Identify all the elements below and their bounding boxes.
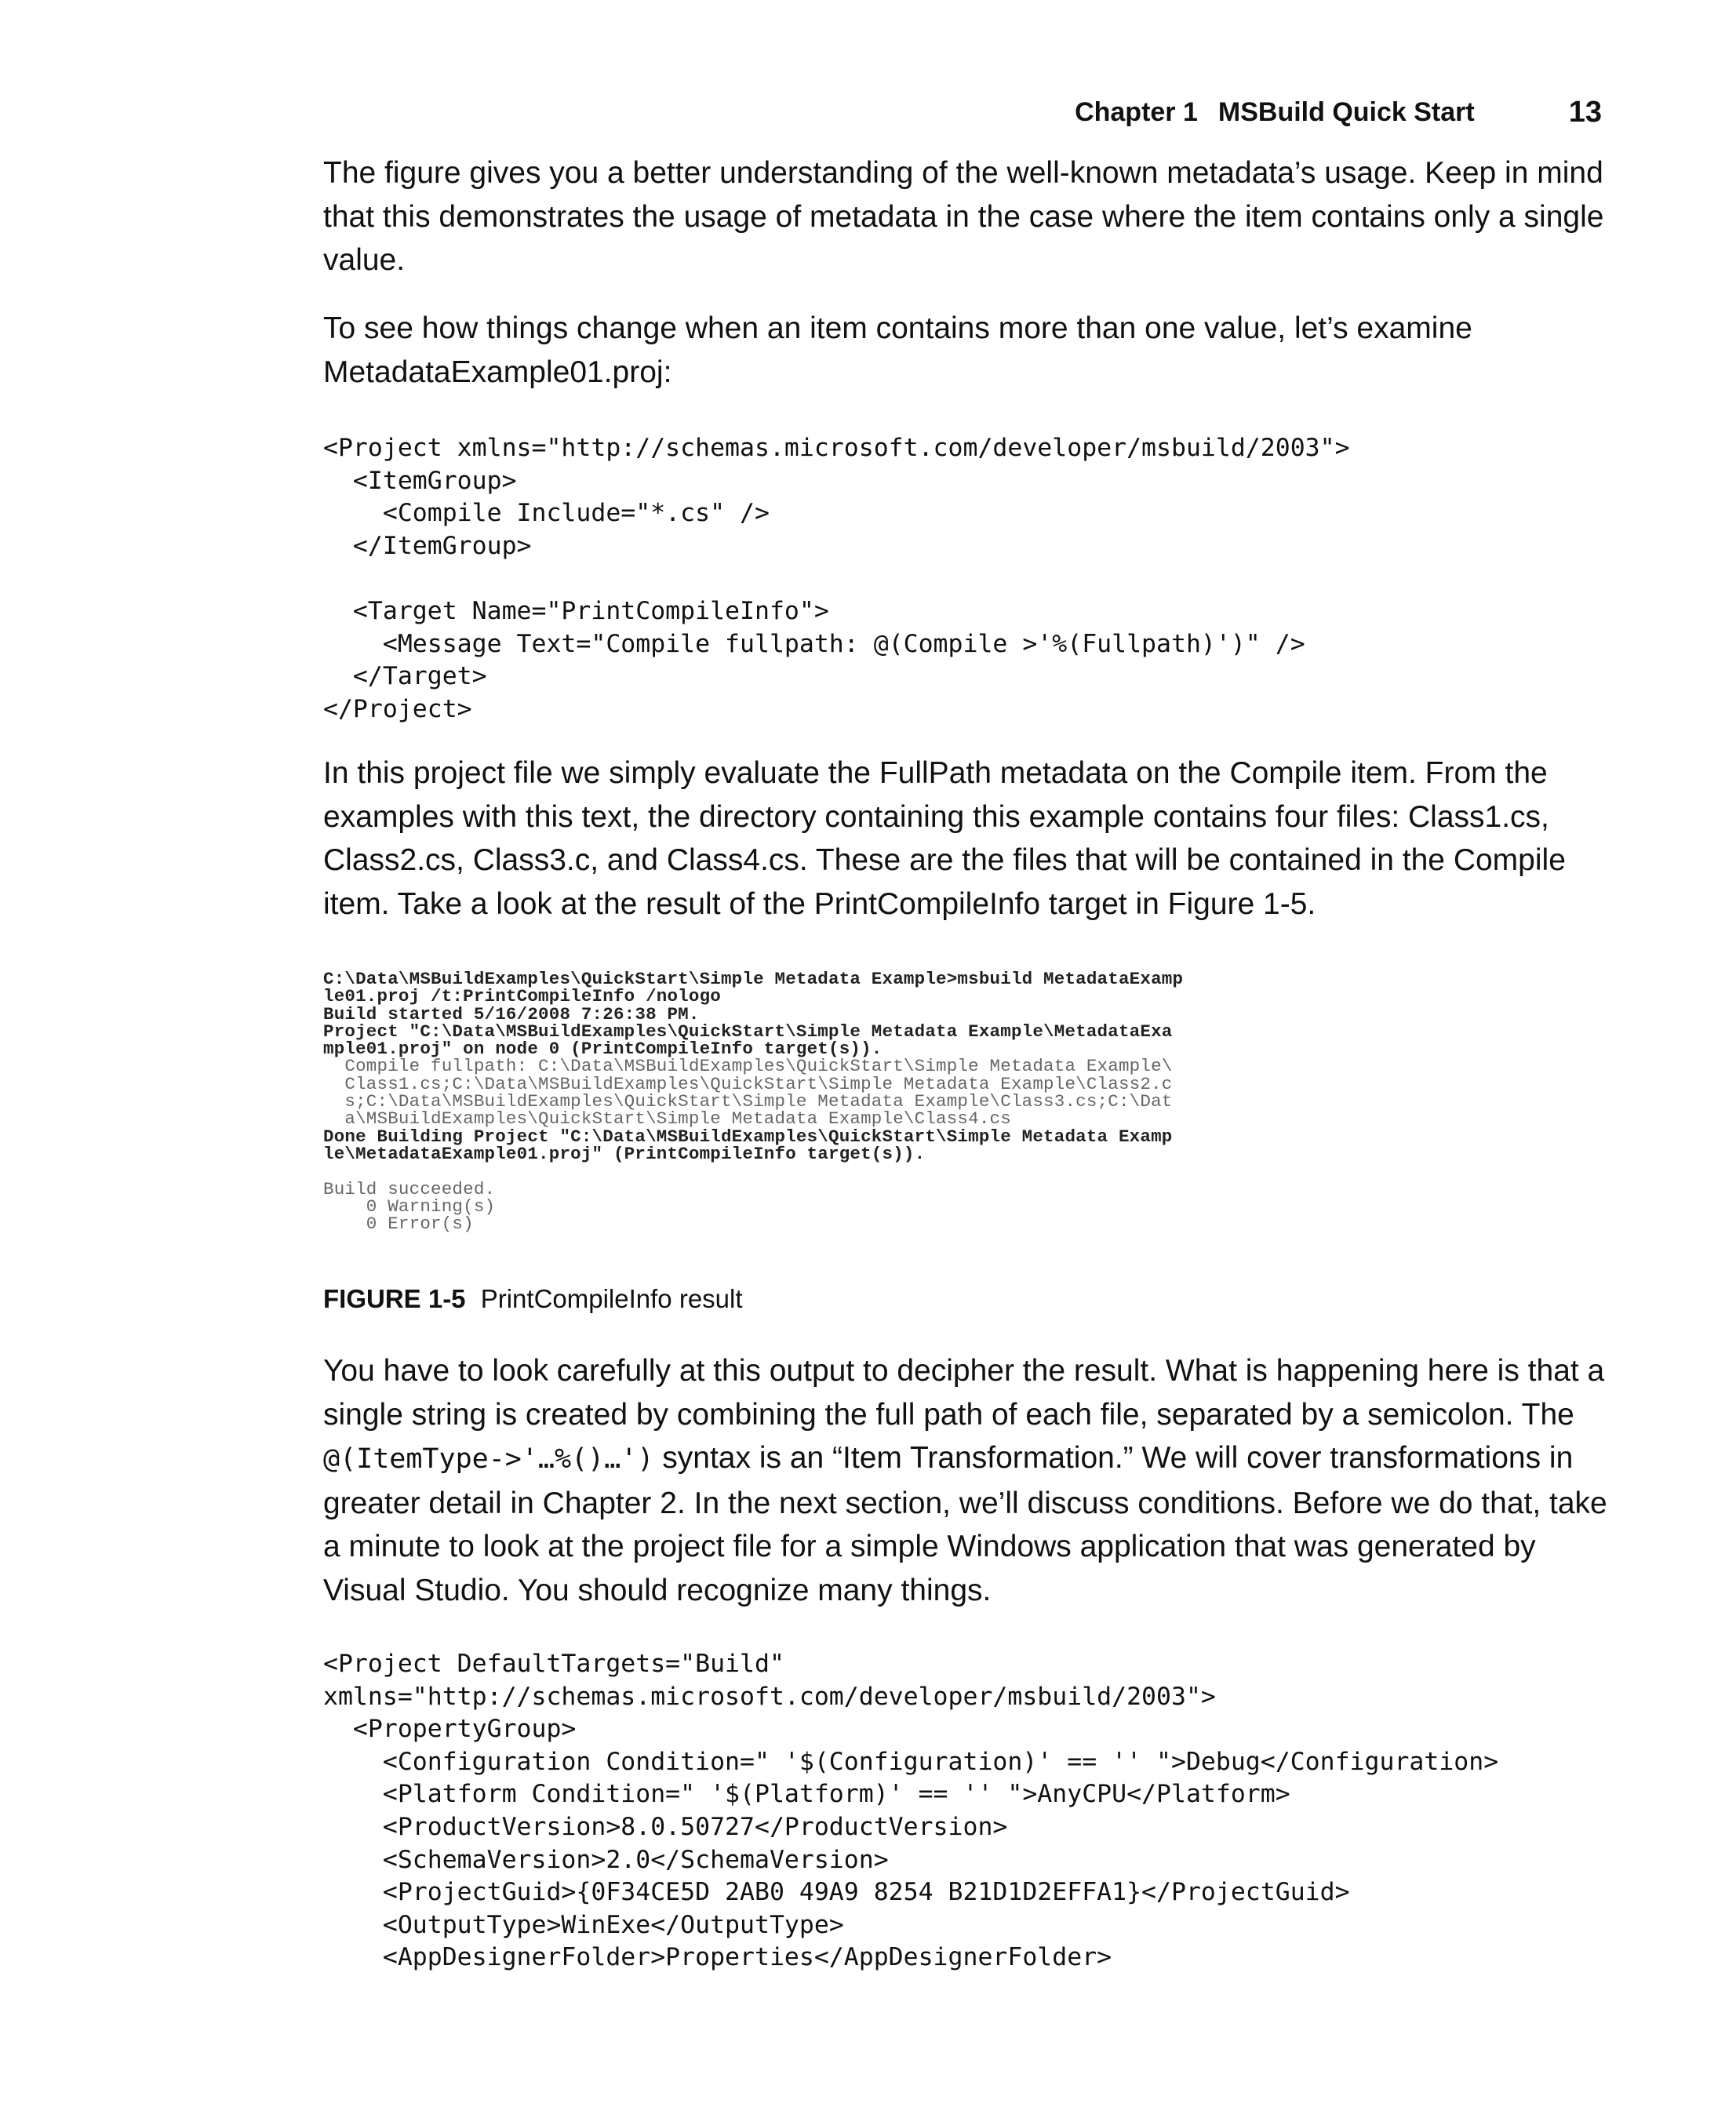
chapter-title: MSBuild Quick Start (1217, 96, 1475, 127)
figure-caption-text: PrintCompileInfo result (480, 1284, 743, 1313)
paragraph-text-before-code: You have to look carefully at this output to decipher the result. What is happening here is that a single string is created by combining the full path of each file, separated by a semicolon. The (323, 1354, 1605, 1432)
paragraph-text-after-code: syntax is an “Item Transformation.” We will cover transformations in greater detail in Chapter 2. In the next section, we’ll discuss conditions. Before we do that, take a minute to look at the project file for a simple Windows application that was generated by Visual Studio. You should recognize many things. (323, 1441, 1607, 1607)
code-windows-project: <Project DefaultTargets="Build" xmlns="http://schemas.microsoft.com/developer/msbuild/2003"> <PropertyGroup> <Configuration Condition=" '$(Configuration)' == '' ">Debug</Configuration> <Platform Condition=" '$(Platform)' == '' ">AnyCPU</Platform> <ProductVersion>8.0.50727</ProductVersion> <SchemaVersion>2.0</SchemaVersion> <ProjectGuid>{0F34CE5D 2AB0 49A9 8254 B21D1D2EFFA1}</ProjectGuid> <OutputType>WinExe</OutputType> <AppDesignerFolder>Properties</AppDesignerFolder> (323, 1650, 1499, 1972)
paragraph-multiple-values: To see how things change when an item contains more than one value, let’s examine MetadataExample01.proj: (323, 311, 1472, 389)
figure-caption (323, 1284, 743, 1314)
inline-code-item-transformation: @(ItemType->'…%()…') (323, 1443, 654, 1475)
paragraph-metadata-usage: The figure gives you a better understanding of the well-known metadata’s usage. Keep in mind that this demonstrates the usage of metadata in the case where the item contains only a single value. (323, 156, 1604, 277)
console-done-block: Done Building Project "C:\Data\MSBuildExamples\QuickStart\Simple Metadata Examp le\MetadataExample01.proj" (PrintCompileInfo target(s)). (323, 1126, 1173, 1164)
page-number: 13 (1568, 95, 1602, 129)
running-head (1075, 93, 1602, 132)
paragraph-item-transformation (323, 1349, 1614, 1612)
figure-label: FIGURE 1-5 (323, 1284, 466, 1313)
paragraph-fullpath: In this project file we simply evaluate the FullPath metadata on the Compile item. From the examples with this text, the directory containing this example contains four files: Class1.cs, Class2.cs, Class3.c, and Class4.cs. These are the files that will be contained in the Compile item. Take a look at the result of the PrintCompileInfo target in Figure 1-5. (323, 756, 1566, 921)
chapter-label: Chapter 1 (1075, 96, 1198, 127)
console-message-block: Compile fullpath: C:\Data\MSBuildExamples\QuickStart\Simple Metadata Example\ Class1.cs;C:\Data\MSBuildExamples\QuickStart\Simple Metadata Example\Class2.c s;C:\Data\MSBuildExamples\QuickStart\Simple Metadata Example\Class3.cs;C:\Dat a\MSBuildExamples\QuickStart\Simple Metadata Example\Class4.cs (344, 1056, 1173, 1130)
console-summary-block: Build succeeded. 0 Warning(s) 0 Error(s) (323, 1178, 496, 1235)
console-command-block: C:\Data\MSBuildExamples\QuickStart\Simple Metadata Example>msbuild MetadataExamp le01.proj /t:PrintCompileInfo /nologo Build started 5/16/2008 7:26:38 PM. Project "C:\Data\MSBuildExamples\QuickStart\Simple Metadata Example\MetadataExa mple01.proj" on node 0 (PrintCompileInfo target(s)). (323, 969, 1184, 1060)
code-metadata-example: <Project xmlns="http://schemas.microsoft.com/developer/msbuild/2003"> <ItemGroup> <Compile Include="*.cs" /> </ItemGroup> <Target Name="PrintCompileInfo"> <Message Text="Compile fullpath: @(Compile >'%(Fullpath)')" /> </Target> </Project> (323, 434, 1350, 723)
console-output-figure (323, 969, 1287, 1235)
